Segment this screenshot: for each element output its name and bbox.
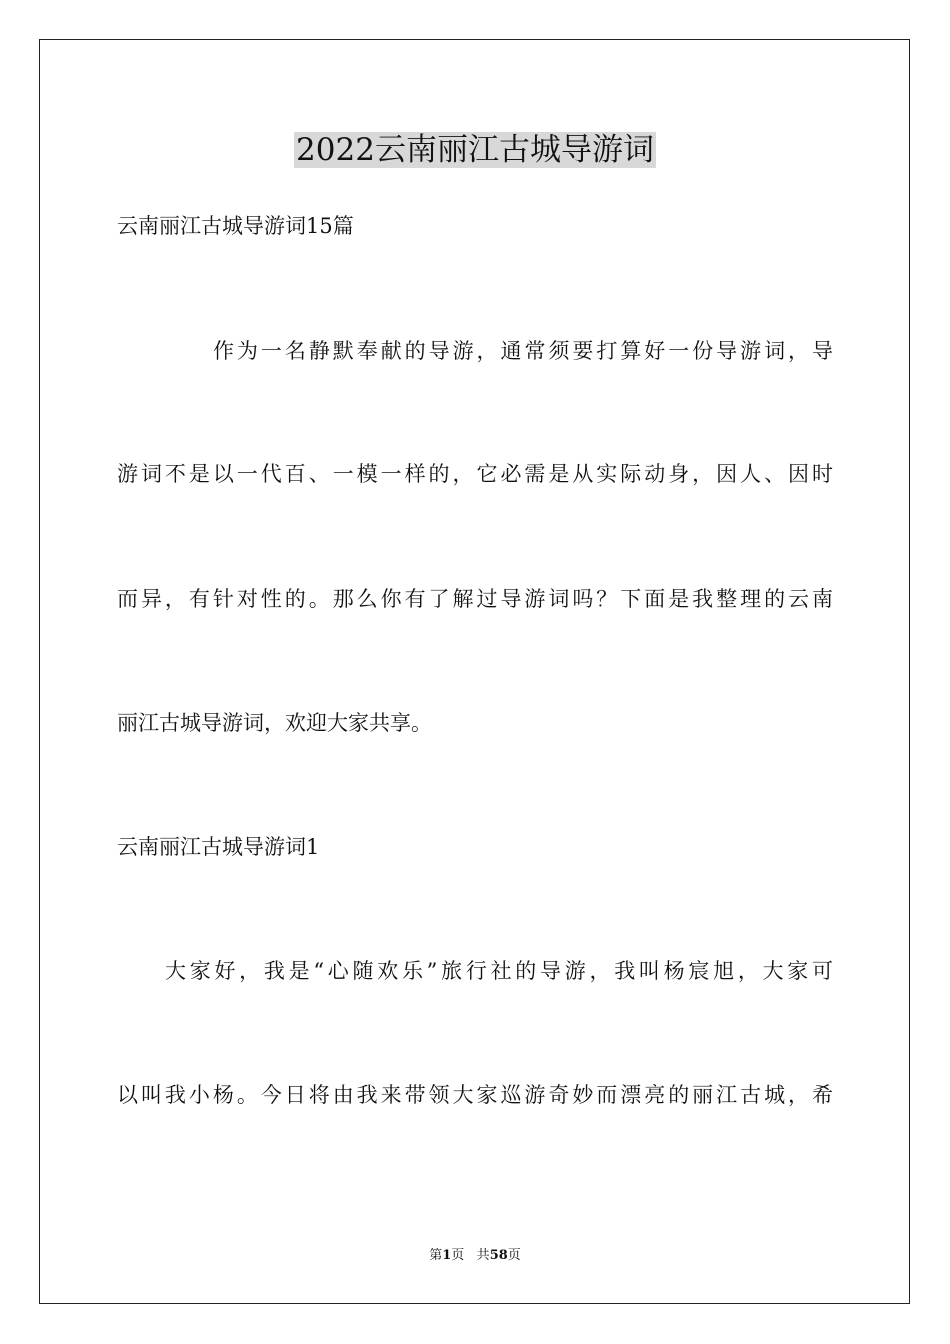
document-title-text: 2022云南丽江古城导游词 bbox=[296, 132, 654, 168]
document-title bbox=[0, 128, 950, 172]
paragraph-line: 大家好，我是“心随欢乐”旅行社的导游，我叫杨宸旭，大家可 bbox=[165, 959, 833, 983]
footer-page-suffix: 页 bbox=[451, 1248, 465, 1263]
footer-total-suffix: 页 bbox=[507, 1248, 521, 1263]
paragraph-line: 作为一名静默奉献的导游，通常须要打算好一份导游词，导 bbox=[213, 339, 833, 363]
paragraph-line: 游词不是以一代百、一模一样的，它必需是从实际动身，因人、因时 bbox=[117, 462, 833, 486]
section-heading: 云南丽江古城导游词1 bbox=[117, 835, 320, 859]
footer-page-prefix: 第 bbox=[429, 1248, 443, 1263]
footer-page-number: 1 bbox=[442, 1248, 452, 1263]
paragraph-line: 丽江古城导游词，欢迎大家共享。 bbox=[117, 711, 432, 735]
paragraph-line: 而异，有针对性的。那么你有了解过导游词吗？下面是我整理的云南 bbox=[117, 587, 833, 611]
paragraph-line: 以叫我小杨。今日将由我来带领大家巡游奇妙而漂亮的丽江古城，希 bbox=[117, 1083, 833, 1107]
subtitle-line: 云南丽江古城导游词15篇 bbox=[117, 214, 354, 238]
footer-total-prefix: 共 bbox=[476, 1248, 490, 1263]
footer-total-pages: 58 bbox=[489, 1248, 508, 1263]
page-footer bbox=[0, 1247, 950, 1265]
